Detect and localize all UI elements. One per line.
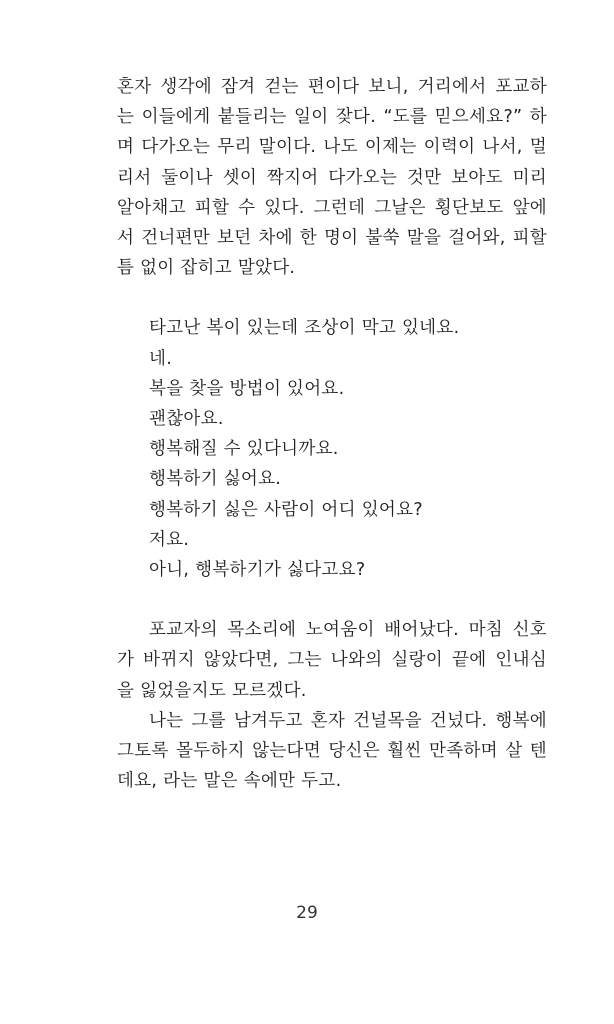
text-line: 가 바뀌지 않았다면, 그는 나와의 실랑이 끝에 인내심 (117, 650, 547, 671)
text-line: 며 다가오는 무리 말이다. 나도 이제는 이력이 나서, 멀 (117, 137, 547, 158)
text-line: 혼자 생각에 잠겨 걷는 편이다 보니, 거리에서 포교하 (117, 77, 547, 97)
dialogue-line: 행복하기 싫은 사람이 어디 있어요? (149, 499, 423, 520)
text-line: 포교자의 목소리에 노여움이 배어났다. 마침 신호 (149, 620, 547, 641)
dialogue-block (117, 313, 547, 585)
dialogue-line: 복을 찾을 방법이 있어요. (149, 378, 345, 399)
paragraph-street-encounter (117, 72, 547, 283)
dialogue-line: 타고난 복이 있는데 조상이 막고 있네요. (149, 318, 460, 339)
text-line: 데요, 라는 말은 속에만 두고. (117, 771, 342, 792)
text-line: 리서 둘이나 셋이 짝지어 다가오는 것만 보아도 미리 (117, 167, 547, 188)
text-line: 알아채고 피할 수 있다. 그런데 그날은 횡단보도 앞에 (117, 197, 547, 218)
text-line: 그토록 몰두하지 않는다면 당신은 훨씬 만족하며 살 텐 (117, 741, 547, 762)
text-line: 나는 그를 남겨두고 혼자 건널목을 건넜다. 행복에 (149, 710, 547, 731)
paragraph-proselytizer-anger (117, 615, 547, 706)
dialogue-line: 행복해질 수 있다니까요. (149, 439, 339, 460)
text-line: 는 이들에게 붙들리는 일이 잦다. “도를 믿으세요?” 하 (117, 107, 547, 128)
page-number: 29 (296, 903, 318, 923)
text-line: 서 건너편만 보던 차에 한 명이 불쑥 말을 걸어와, 피할 (117, 228, 547, 249)
book-page-body (117, 72, 547, 796)
paragraph-crossing (117, 706, 547, 797)
dialogue-line: 행복하기 싫어요. (149, 469, 282, 490)
text-line: 을 잃었을지도 모르겠다. (117, 680, 307, 701)
text-line: 틈 없이 잡히고 말았다. (117, 258, 296, 279)
dialogue-line: 저요. (149, 529, 190, 550)
dialogue-line: 괜찮아요. (149, 409, 224, 430)
dialogue-line: 네. (149, 348, 173, 369)
dialogue-line: 아니, 행복하기가 싫다고요? (149, 560, 366, 581)
